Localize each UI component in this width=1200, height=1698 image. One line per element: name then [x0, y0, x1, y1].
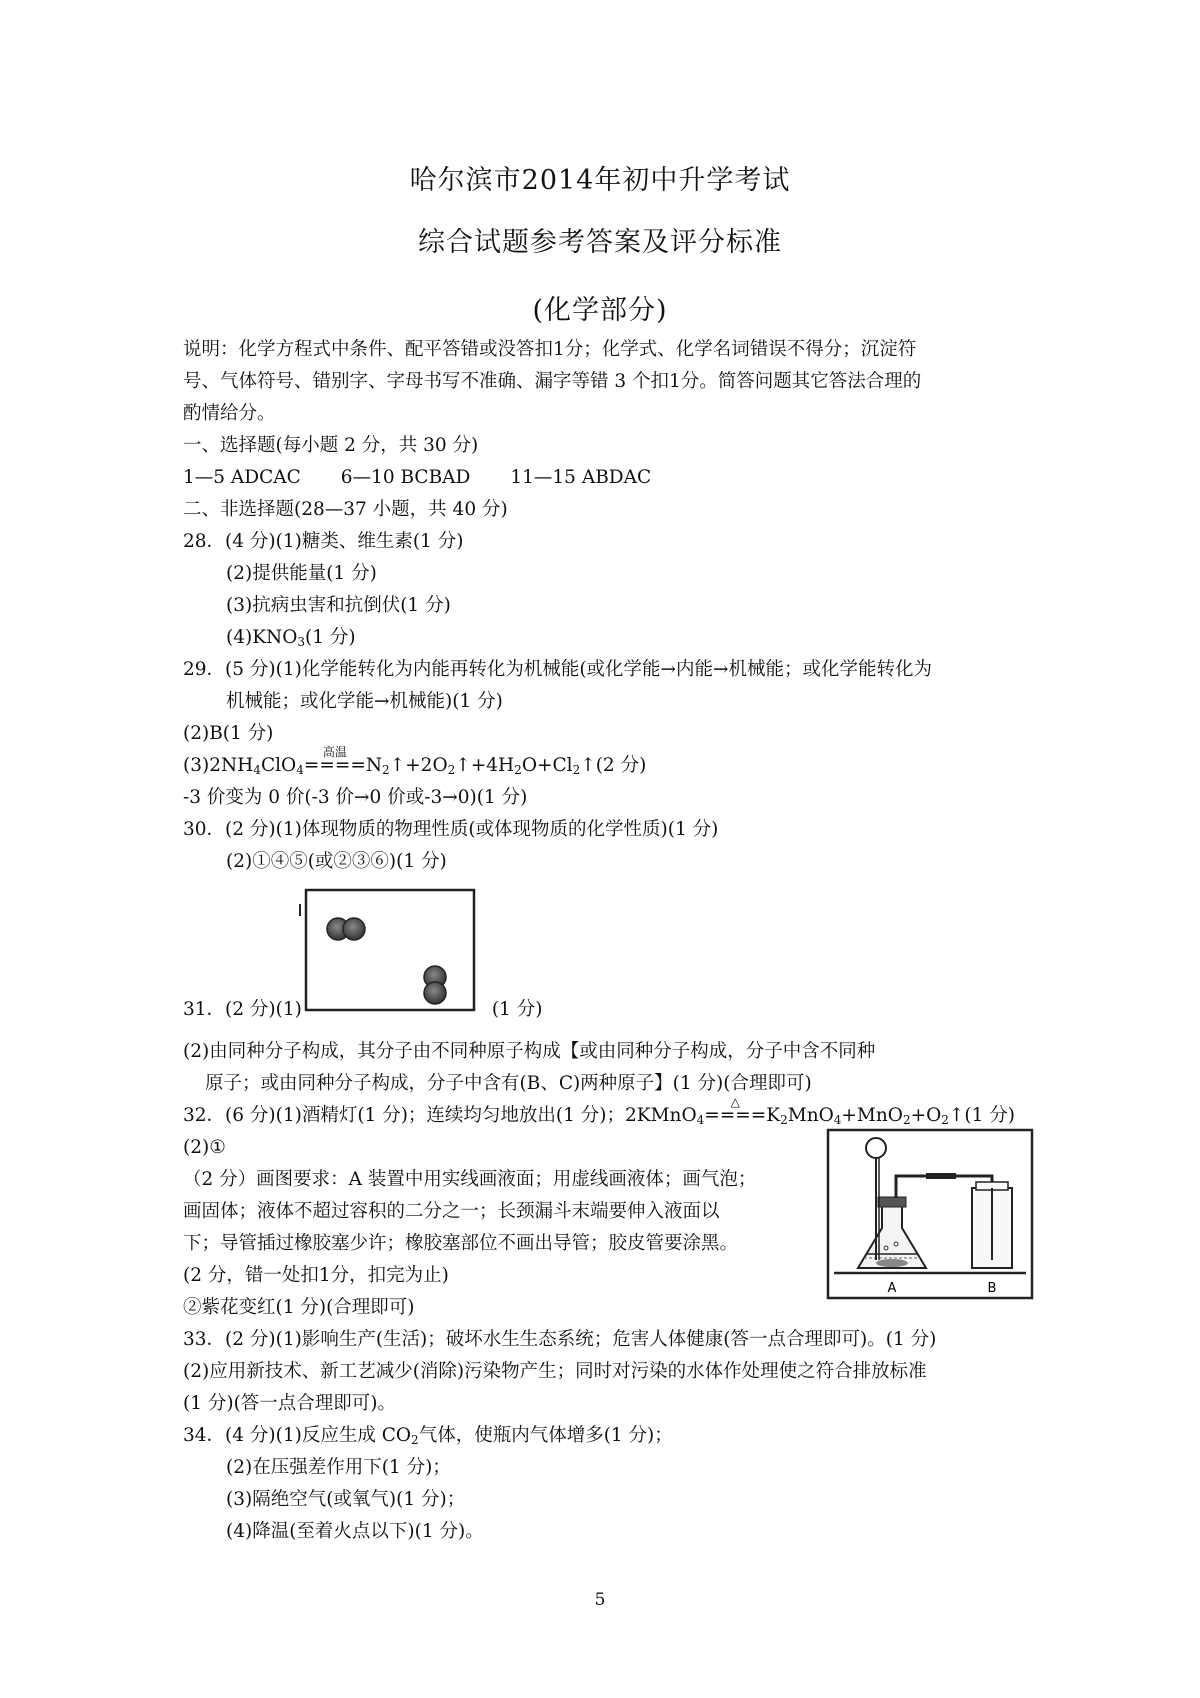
q30-line-1: 30．(2 分)(1)体现物质的物理性质(或体现物质的化学性质)(1 分) [183, 819, 719, 840]
q34-line-3: (3)隔绝空气(或氧气)(1 分)； [226, 1489, 466, 1510]
section2-heading: 二、非选择题(28—37 小题，共 40 分) [183, 499, 508, 520]
q32-line-2: (2)① [183, 1137, 226, 1158]
answers-6-10: 6—10 BCBAD [340, 467, 471, 488]
q31-line-3: 原子；或由同种分子构成，分子中含有(B、C)两种原子】(1 分)(合理即可) [205, 1073, 812, 1094]
q32-line-7: ②紫花变红(1 分)(合理即可) [183, 1297, 415, 1318]
q28-line-3: (3)抗病虫害和抗倒伏(1 分) [226, 595, 451, 616]
label-b: B [987, 1281, 997, 1296]
q28-line-1: 28．(4 分)(1)糖类、维生素(1 分) [183, 531, 464, 552]
page-number: 5 [594, 1590, 606, 1610]
q29-line-1: 29．(5 分)(1)化学能转化为内能再转化为机械能(或化学能→内能→机械能；或化学能转化为 [183, 659, 933, 680]
q29-line-2: 机械能；或化学能→机械能)(1 分) [226, 691, 503, 712]
title-line-1: 哈尔滨市2014年初中升学考试 [409, 165, 791, 196]
q32-line-3: （2 分）画图要求：A 装置中用实线画液面；用虚线画液体；画气泡； [183, 1169, 757, 1190]
answers-11-15: 11—15 ABDAC [510, 467, 652, 488]
note-line-1: 说明：化学方程式中条件、配平答错或没答扣1分；化学式、化学名词错误不得分；沉淀符 [183, 339, 917, 360]
q34-line-1: 34．(4 分)(1)反应生成 $CO_2$气体，使瓶内气体增多(1 分)； [183, 1425, 673, 1447]
q30-line-2: (2)①④⑤(或②③⑥)(1 分) [226, 851, 447, 872]
q32-line-1: 32．(6 分)(1)酒精灯(1 分)；连续均匀地放出(1 分)；2KMnO$_4$ △ $====K_2MnO_4+MnO_2+O_2↑(1$ 分) [183, 1095, 1015, 1127]
q32-line-6: (2 分，错一处扣1分，扣完为止) [183, 1265, 449, 1286]
section1-answers [183, 466, 651, 490]
molecule-diagram [298, 886, 480, 1014]
note-line-3: 酌情给分。 [183, 403, 276, 424]
section1-heading: 一、选择题(每小题 2 分，共 30 分) [183, 435, 479, 456]
q29-equation: $(3)2NH_4ClO_4$ 高温 $====N_2↑+2O_2↑+4H_2O+Cl_2↑(2$ 分) [183, 745, 647, 777]
q29-line-3: (2)B(1 分) [183, 723, 274, 744]
note-line-2: 号、气体符号、错别字、字母书写不准确、漏字等错 3 个扣1分。简答问题其它答法合理的 [183, 371, 922, 392]
q28-line-2: (2)提供能量(1 分) [226, 563, 377, 584]
q34-line-2: (2)在压强差作用下(1 分)； [226, 1457, 451, 1478]
apparatus-diagram [826, 1128, 1034, 1300]
q33-line-2: (2)应用新技术、新工艺减少(消除)污染物产生；同时对污染的水体作处理使之符合排放标准 [183, 1361, 927, 1382]
label-a: A [887, 1281, 897, 1296]
q32-line-4: 画固体；液体不超过容积的二分之一；长颈漏斗末端要伸入液面以 [183, 1201, 720, 1222]
answers-1-5: 1—5 ADCAC [183, 467, 301, 488]
title-line-3: (化学部分) [532, 295, 668, 326]
q28-line-4: $(4)KNO_3(1$ 分) [226, 627, 356, 649]
q34-line-4: (4)降温(至着火点以下)(1 分)。 [226, 1521, 484, 1542]
q31-line-2: (2)由同种分子构成，其分子由不同种原子构成【或由同种分子构成，分子中含不同种 [183, 1041, 876, 1062]
title-line-2: 综合试题参考答案及评分标准 [418, 227, 782, 258]
q33-line-1: 33．(2 分)(1)影响生产(生活)；破坏水生生态系统；危害人体健康(答一点合理即可)。(1 分) [183, 1329, 937, 1350]
q31-line-1: 31．(2 分)(1) (1 分) [183, 999, 543, 1020]
q32-line-5: 下；导管插过橡胶塞少许；橡胶塞部位不画出导管；胶皮管要涂黑。 [183, 1233, 739, 1254]
q29-line-5: -3 价变为 0 价(-3 价→0 价或-3→0)(1 分) [183, 787, 528, 808]
q33-line-3: (1 分)(答一点合理即可)。 [183, 1393, 397, 1414]
